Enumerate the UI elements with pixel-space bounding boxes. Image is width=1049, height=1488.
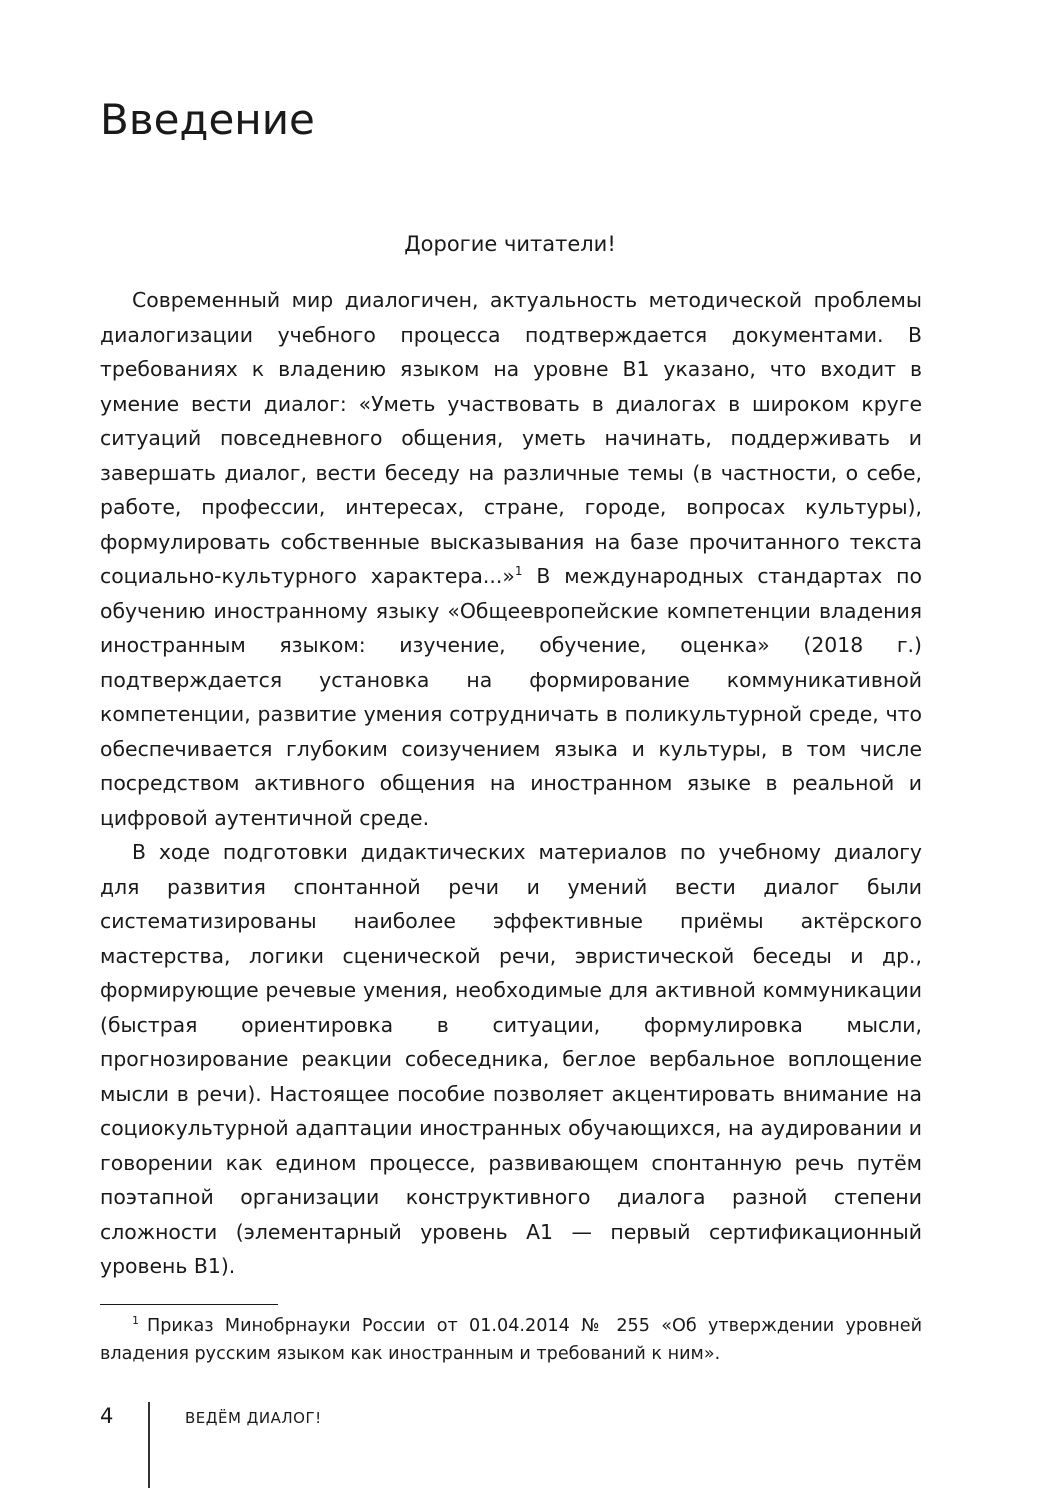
footnote-reference[interactable]: 1 (514, 564, 523, 579)
footnote-divider (100, 1304, 278, 1305)
paragraph-text: Современный мир диалогичен, актуальность методической проблемы диалогизации учебного процесса подтверждается документами. В требованиях к владению языком на уровне В1 указано, что входит в умение вести диалог: «Уметь участвовать в диалогах в широком круге ситуаций повседневного общения, уметь начинать, поддерживать и завершать диалог, вести беседу на различные темы (в частности, о себе, работе, профессии, интересах, стране, городе, вопросах культуры), формулировать собственные высказывания на базе прочитанного текста социально-культурного характера...» (100, 288, 922, 588)
footer-divider (148, 1402, 150, 1488)
salutation: Дорогие читатели! (404, 232, 616, 256)
page-number: 4 (100, 1404, 114, 1428)
page-title: Введение (100, 95, 315, 144)
paragraph (100, 283, 922, 835)
body-text (100, 283, 922, 1284)
footnote-text: Приказ Минобрнауки России от 01.04.2014 № 255 «Об утверждении уровней владения русским языком как иностранным и требований к ним». (100, 1316, 922, 1364)
running-head: ВЕДЁМ ДИАЛОГ! (185, 1409, 322, 1427)
paragraph-text: В международных стандартах по обучению иностранному языку «Общеевропейские компетенции владения иностранным языком: изучение, обучение, оценка» (2018 г.) подтверждается установка на формирование коммуникативной компетенции, развитие умения сотрудничать в поликультурной среде, что обеспечивается глубоким соизучением языка и культуры, в том числе посредством активного общения на иностранном языке в реальной и цифровой аутентичной среде. (100, 564, 922, 830)
footnote-mark: 1 (132, 1314, 139, 1328)
footnote (100, 1312, 922, 1368)
paragraph: В ходе подготовки дидактических материалов по учебному диалогу для развития спонтанной речи и умений вести диалог были систематизированы наиболее эффективные приёмы актёрского мастерства, логики сценической речи, эвристической беседы и др., формирующие речевые умения, необходимые для активной коммуникации (быстрая ориентировка в ситуации, формулировка мысли, прогнозирование реакции собеседника, беглое вербальное воплощение мысли в речи). Настоящее пособие позволяет акцентировать внимание на социокультурной адаптации иностранных обучающихся, на аудировании и говорении как едином процессе, развивающем спонтанную речь путём поэтапной организации конструктивного диалога разной степени сложности (элементарный уровень А1 — первый сертификационный уровень В1). (100, 840, 922, 1278)
